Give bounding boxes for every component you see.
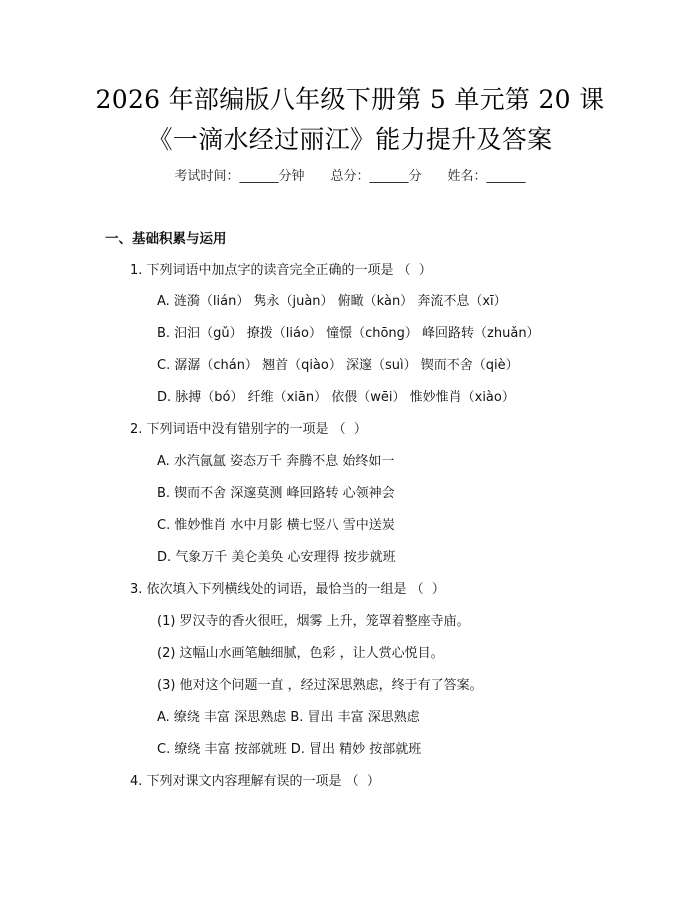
- question-1-option-c: C. 潺潺（chán） 翘首（qiào） 深邃（suì） 锲而不舍（qiè）: [157, 358, 519, 373]
- question-2-option-c: C. 惟妙惟肖 水中月影 横七竖八 雪中送炭: [157, 518, 395, 533]
- question-2-option-a: A. 水汽氤氲 姿态万千 奔腾不息 始终如一: [157, 454, 395, 469]
- question-2-option-d: D. 气象万千 美仑美奂 心安理得 按步就班: [157, 550, 396, 565]
- question-4-stem: 4. 下列对课文内容理解有误的一项是 （ ）: [130, 774, 380, 789]
- question-3-stem: 3. 依次填入下列横线处的词语，最恰当的一组是 （ ）: [130, 582, 445, 597]
- total-score-field: 总分：______分: [330, 169, 422, 184]
- section-title: 一、基础积累与运用: [105, 231, 227, 247]
- question-3-sentence-2: (2) 这幅山水画笔触细腻，色彩 ，让人赏心悦目。: [157, 646, 444, 661]
- question-1-option-a: A. 涟漪（lián） 隽永（juàn） 俯瞰（kàn） 奔流不息（xī）: [157, 294, 507, 309]
- student-name-field: 姓名：______: [447, 169, 526, 184]
- question-1-option-b: B. 汩汩（gǔ） 撩拨（liáo） 憧憬（chōng） 峰回路转（zhuǎn）: [157, 326, 540, 341]
- question-3-options-cd: C. 缭绕 丰富 按部就班 D. 冒出 精妙 按部就班: [157, 742, 422, 757]
- document-title-line-2: 《一滴水经过丽江》能力提升及答案: [147, 125, 553, 154]
- exam-time-field: 考试时间：______分钟: [174, 169, 305, 184]
- question-3-sentence-3: (3) 他对这个问题一直 ，经过深思熟虑，终于有了答案。: [157, 678, 483, 693]
- question-1-stem: 1. 下列词语中加点字的读音完全正确的一项是 （ ）: [130, 263, 432, 278]
- exam-info: [0, 166, 700, 188]
- question-2-stem: 2. 下列词语中没有错别字的一项是 （ ）: [130, 422, 367, 437]
- question-1-option-d: D. 脉搏（bó） 纤维（xiān） 依偎（wēi） 惟妙惟肖（xiào）: [157, 390, 515, 405]
- document-title-line-1: 2026 年部编版八年级下册第 5 单元第 20 课: [95, 85, 605, 114]
- question-3-options-ab: A. 缭绕 丰富 深思熟虑 B. 冒出 丰富 深思熟虑: [157, 710, 420, 725]
- question-2-option-b: B. 锲而不舍 深邃莫测 峰回路转 心领神会: [157, 486, 395, 501]
- question-3-sentence-1: (1) 罗汉寺的香火很旺，烟雾 上升，笼罩着整座寺庙。: [157, 614, 470, 629]
